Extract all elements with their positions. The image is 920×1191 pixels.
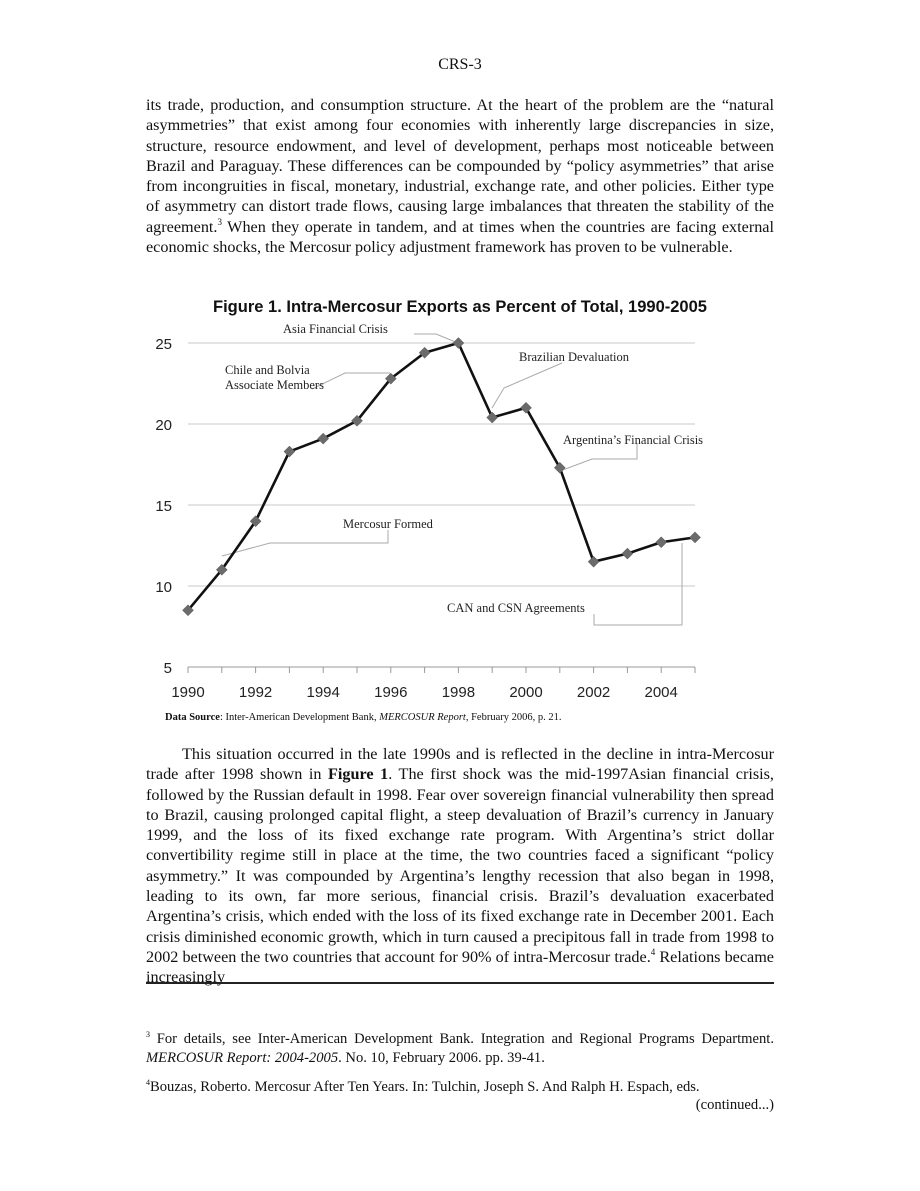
x-tick-label: 1992 — [238, 684, 273, 701]
data-source-label: Data Source — [165, 712, 220, 723]
annotation-label: Argentina’s Financial Crisis — [563, 433, 704, 447]
footnote-number: 3 — [146, 1030, 150, 1039]
footnote-3 — [146, 1030, 774, 1067]
data-point — [656, 537, 667, 548]
annotation-label: CAN and CSN Agreements — [447, 601, 585, 615]
y-tick-label: 10 — [155, 579, 172, 596]
annotation-label: Asia Financial Crisis — [283, 322, 388, 336]
annotation-label: Associate Members — [225, 378, 324, 392]
annotation-label: Brazilian Devaluation — [519, 350, 630, 364]
y-tick-label: 15 — [155, 498, 172, 515]
data-point — [318, 433, 329, 444]
footnote-divider — [146, 982, 774, 984]
data-point — [453, 338, 464, 349]
data-source — [165, 712, 562, 723]
annotation-label: Chile and Bolvia — [225, 363, 310, 377]
x-tick-label: 1990 — [171, 684, 205, 701]
data-point — [521, 402, 532, 413]
data-source-text: February 2006, p. 21. — [468, 712, 562, 723]
footnote-text: . No. 10, February 2006. pp. 39-41. — [338, 1049, 545, 1066]
x-tick-label: 2004 — [644, 684, 678, 701]
paragraph-text: When they operate in tandem, and at times when the countries are facing external economic shocks, the Mercosur policy adjustment framework has proven to be vulnerable. — [146, 217, 774, 257]
footnote-ref[interactable]: 4 — [650, 946, 656, 957]
footnote-text: Bouzas, Roberto. Mercosur After Ten Years. In: Tulchin, Joseph S. And Ralph H. Espach, eds. — [150, 1079, 700, 1095]
x-tick-label: 1994 — [306, 684, 340, 701]
footnote-text: For details, see Inter-American Development Bank. Integration and Regional Programs Department. — [150, 1031, 774, 1047]
paragraph-text: Relations became increasingly — [146, 947, 774, 987]
data-point — [554, 462, 565, 473]
annotation-leader — [594, 543, 682, 625]
figure-title: Figure 1. Intra-Mercosur Exports as Percent of Total, 1990-2005 — [213, 298, 707, 316]
page-header: CRS-3 — [438, 56, 482, 73]
continued-note: (continued...) — [695, 1097, 774, 1113]
annotation-leader — [414, 334, 458, 343]
x-tick-label: 1996 — [374, 684, 408, 701]
data-point — [588, 556, 599, 567]
x-tick-label: 2000 — [509, 684, 543, 701]
footnote-4 — [146, 1078, 774, 1097]
data-point — [690, 532, 701, 543]
data-point — [622, 548, 633, 559]
footnote-report-title: MERCOSUR Report: 2004-2005 — [146, 1049, 339, 1066]
data-point — [284, 446, 295, 457]
x-tick-label: 1998 — [441, 684, 476, 701]
y-tick-label: 5 — [163, 660, 172, 677]
body-paragraph — [146, 744, 774, 988]
paragraph-text: This situation occurred in the late 1990s and is reflected in the decline in intra-Mercosur trade after 1998 shown in — [146, 745, 774, 784]
figure-reference[interactable]: Figure 1 — [328, 765, 389, 784]
annotation-label: Mercosur Formed — [343, 517, 433, 531]
x-tick-label: 2002 — [576, 684, 611, 701]
data-point — [487, 412, 498, 423]
y-tick-label: 25 — [155, 336, 172, 353]
annotation-leader — [560, 443, 637, 471]
annotation-leader — [492, 363, 562, 408]
y-tick-label: 20 — [155, 417, 172, 434]
data-source-text: : Inter-American Development Bank, — [219, 712, 380, 723]
footnote-number: 4 — [146, 1078, 150, 1087]
paragraph-text: its trade, production, and consumption structure. At the heart of the problem are the “natural asymmetries” that exist among four economies with inherently large discrepancies in size, structure, resource endowment, and level of development, perhaps most noticeable between Brazil and Paraguay. These differences can be compounded by “policy asymmetries” that arise from incongruities in fiscal, monetary, industrial, exchange rate, and other policies. Either type of asymmetry can distort trade flows, causing large imbalances that threaten the stability of the agreement. — [146, 96, 774, 236]
data-source-report: MERCOSUR Report, — [379, 712, 469, 723]
footnote-ref[interactable]: 3 — [217, 216, 222, 227]
paragraph-text: . The first shock was the mid-1997Asian financial crisis, followed by the Russian default in 1998. Fear over sovereign financial vulnerability then spread to Brazil, causing prolonged capital flight, a steep devaluation of Brazil’s currency in January 1999, and the loss of its fixed exchange rate program. With Argentina’s strict dollar convertibility regime still in place at the time, the two countries faced a significant “policy asymmetry.” It was compounded by Argentina’s lengthy recession that also began in 1998, leading to its own, far more serious, financial crisis. Brazil’s devaluation exacerbated Argentina’s crisis, which ended with the loss of its fixed exchange rate in December 2001. Each crisis diminished economic growth, which in turn caused a precipitous fall in trade from 1998 to 2002 between the two countries that account for 90% of intra-Mercosur trade. — [146, 765, 774, 966]
